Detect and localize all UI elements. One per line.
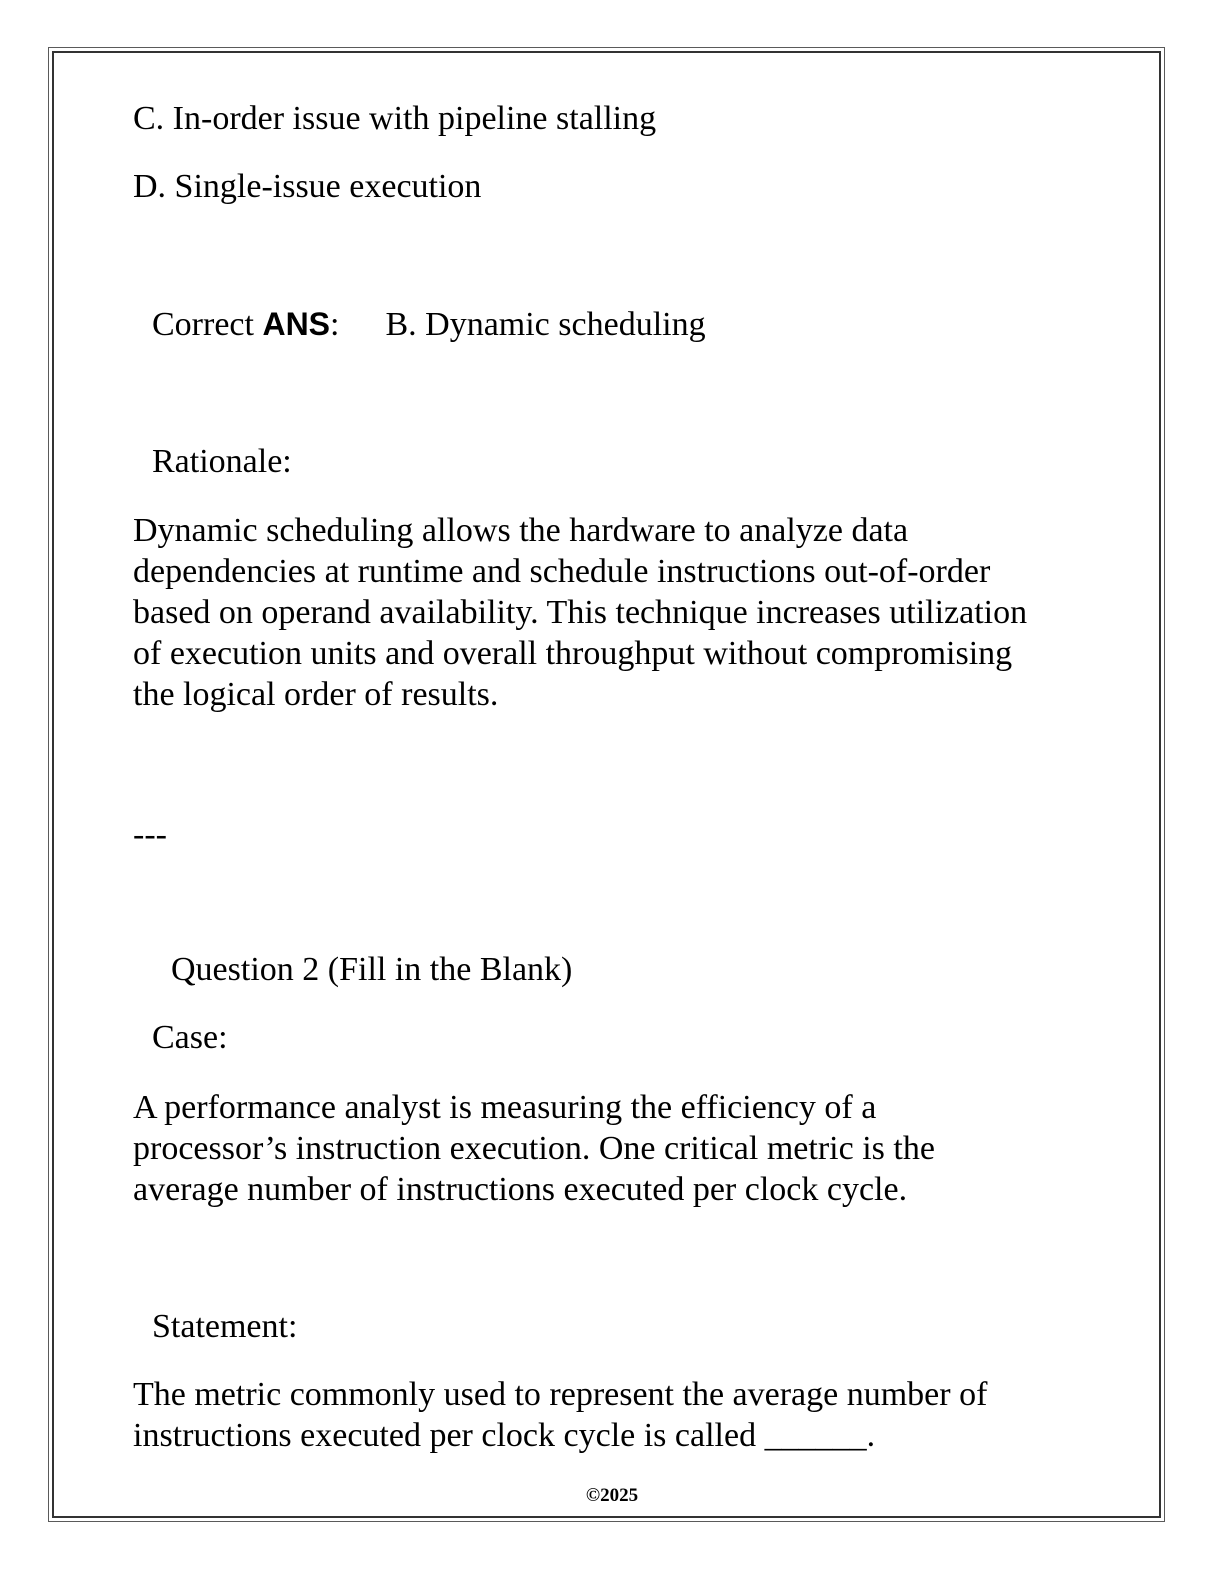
ans-label: ANS [262, 306, 331, 342]
separator: --- [133, 816, 167, 853]
case-line: A performance analyst is measuring the efficiency of a [133, 1089, 877, 1126]
correct-answer-prefix: Correct [152, 306, 263, 343]
question-title: Question 2 (Fill in the Blank) [171, 951, 573, 988]
rationale-line: of execution units and overall throughput without compromising [133, 635, 1013, 672]
statement-line: The metric commonly used to represent the average number of [133, 1376, 988, 1413]
copyright-footer: ©2025 [585, 1485, 639, 1506]
rationale-line: the logical order of results. [133, 676, 499, 713]
rationale-text [133, 510, 1027, 715]
case-line: processor’s instruction execution. One critical metric is the [133, 1130, 935, 1167]
case-line: average number of instructions executed per clock cycle. [133, 1171, 908, 1208]
correct-answer [152, 304, 706, 345]
statement-heading: Statement: [152, 1308, 298, 1345]
option-d: D. Single-issue execution [133, 168, 482, 205]
rationale-line: Dynamic scheduling allows the hardware to analyze data [133, 512, 909, 549]
correct-answer-colon: : [330, 306, 340, 343]
rationale-line: based on operand availability. This technique increases utilization [133, 594, 1028, 631]
statement-text [133, 1374, 987, 1456]
statement-line: instructions executed per clock cycle is called ______. [133, 1417, 876, 1454]
page-border-inner [52, 51, 1161, 1518]
option-c: C. In-order issue with pipeline stalling [133, 100, 657, 137]
correct-answer-value: B. Dynamic scheduling [385, 306, 706, 343]
rationale-line: dependencies at runtime and schedule instructions out-of-order [133, 553, 991, 590]
case-text [133, 1087, 935, 1210]
case-heading: Case: [152, 1019, 228, 1056]
rationale-heading: Rationale: [152, 443, 292, 480]
